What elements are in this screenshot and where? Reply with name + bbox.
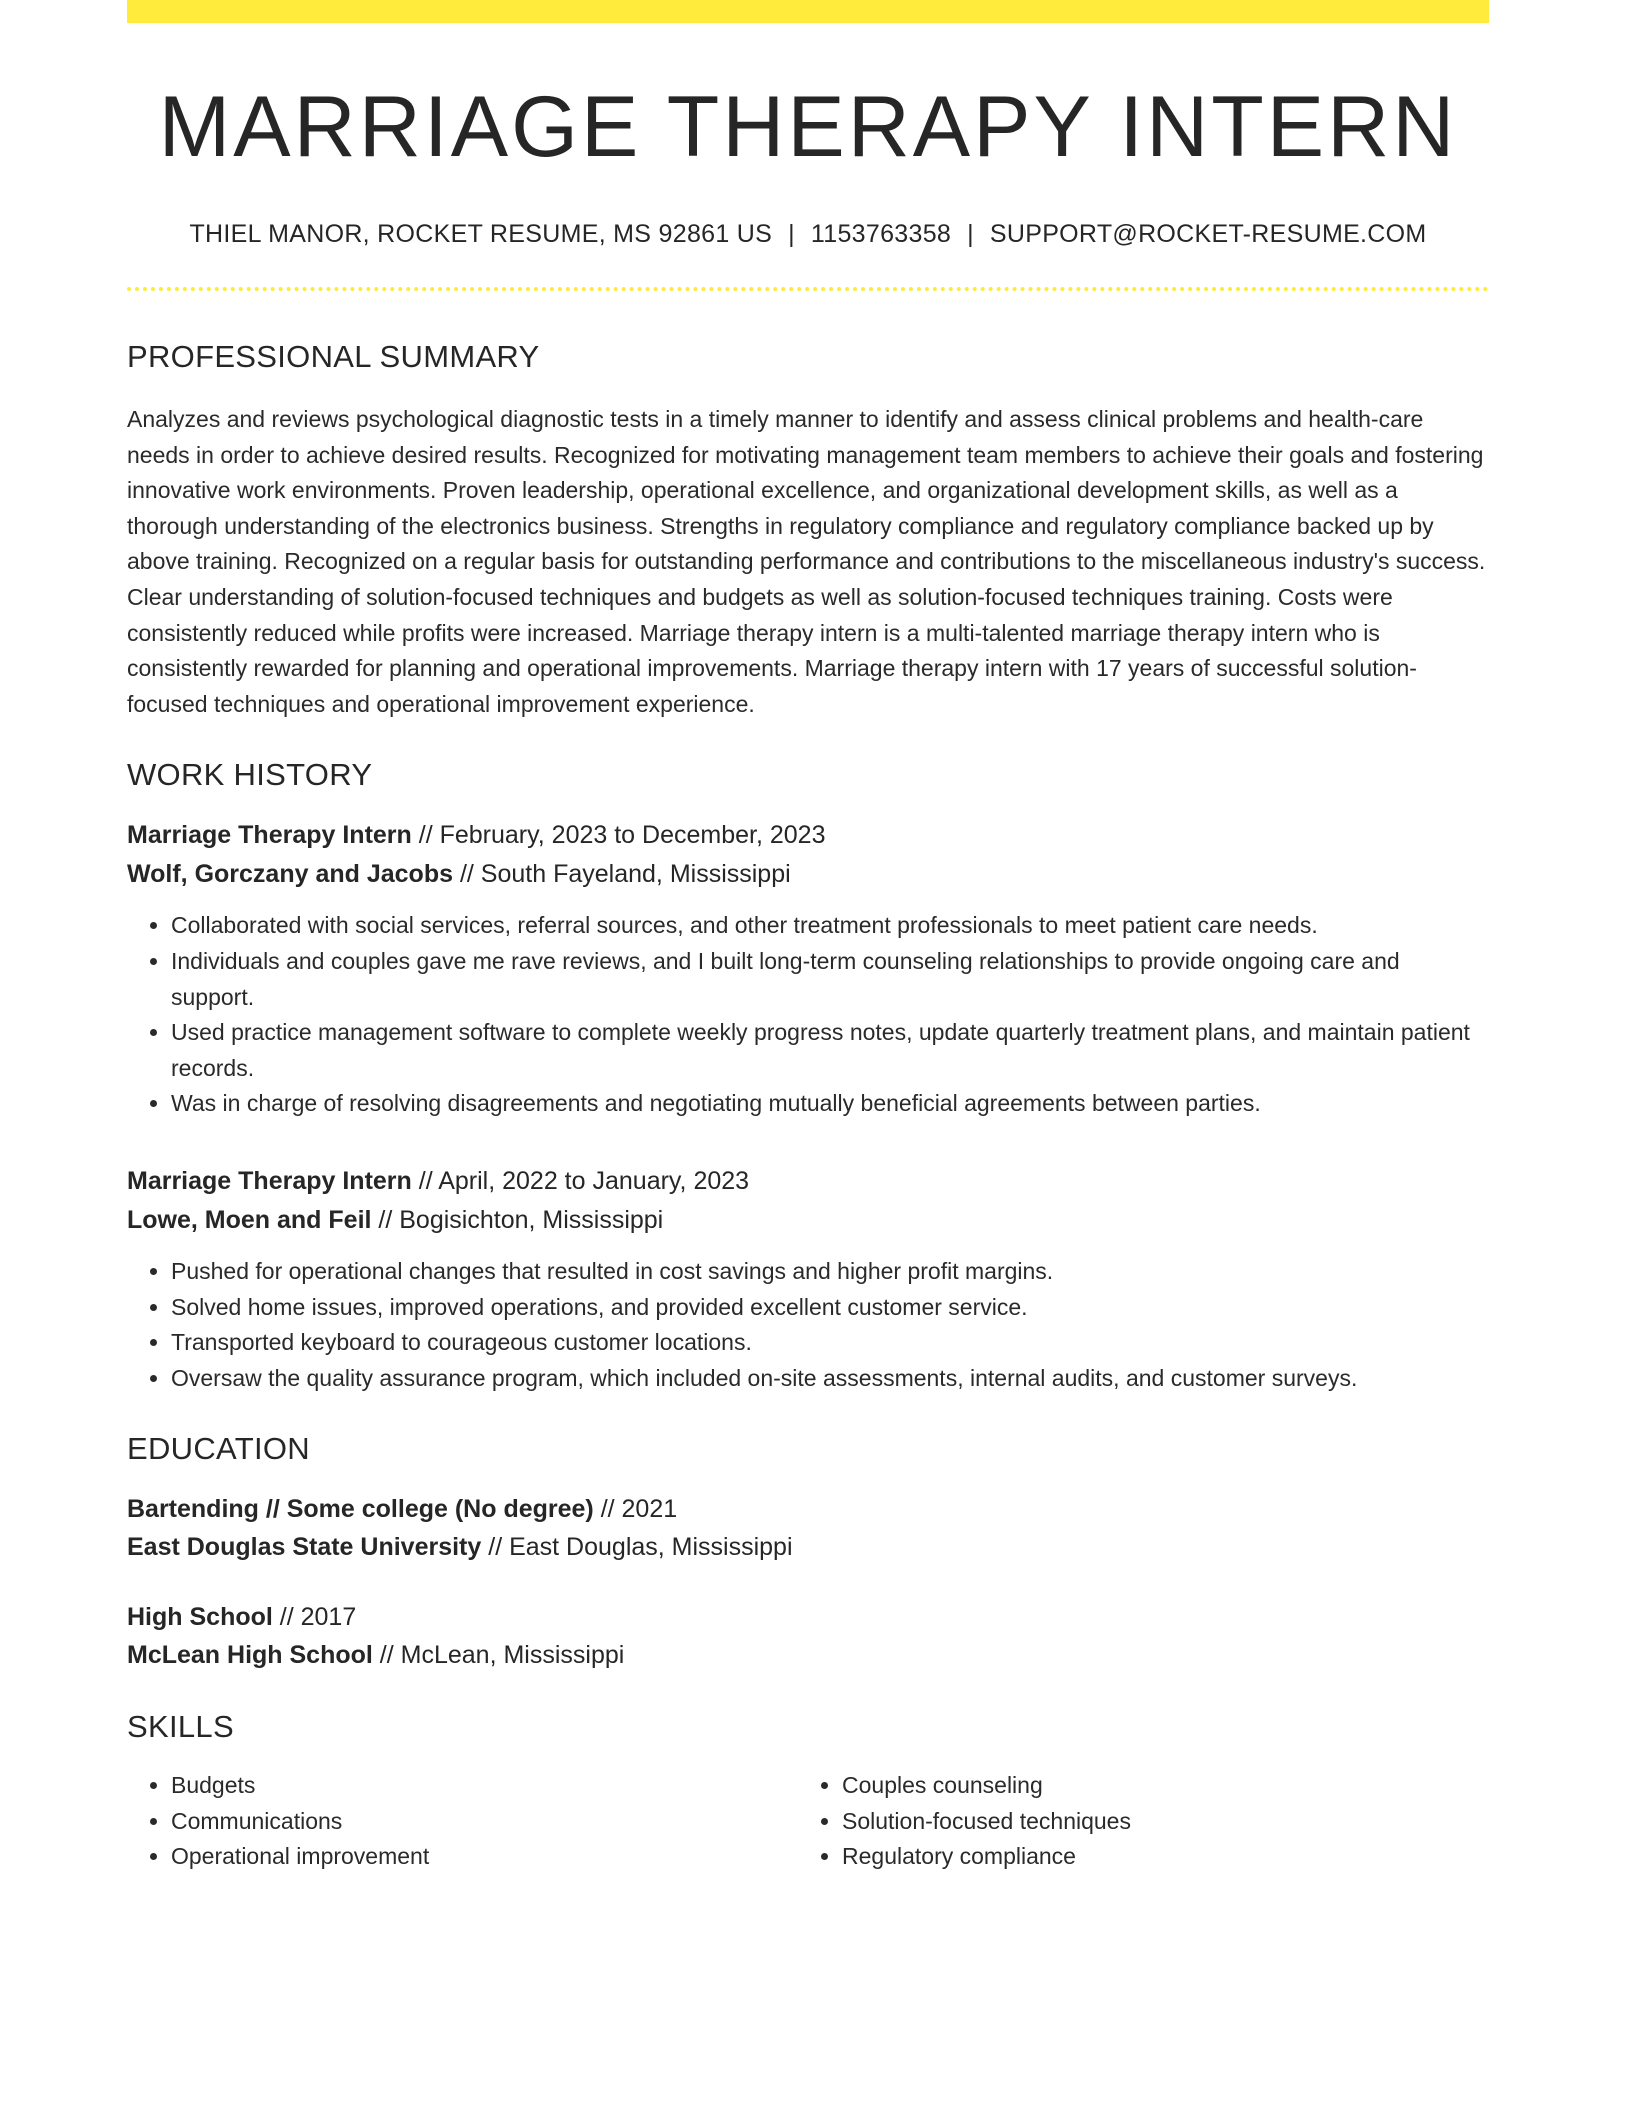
education-heading: EDUCATION [127,1431,310,1467]
job-bullet: • Collaborated with social services, referral sources, and other treatment professionals to meet patient care needs. [171,908,1489,944]
contact-phone: 1153763358 [810,220,952,248]
education-location: // McLean, Mississippi [372,1641,625,1670]
job-bullets [127,1254,1489,1396]
job-bullet: • Was in charge of resolving disagreements and negotiating mutually beneficial agreements between parties. [171,1086,1489,1122]
skill-item: • Operational improvement [171,1839,798,1875]
education-degree: High School [127,1603,273,1632]
education-school: East Douglas State University [127,1533,482,1562]
skill-item: • Regulatory compliance [842,1839,1482,1875]
contact-email: SUPPORT@ROCKET-RESUME.COM [989,220,1427,248]
job-bullet: • Solved home issues, improved operations, and provided excellent customer service. [171,1290,1489,1326]
job-role: Marriage Therapy Intern [127,821,412,850]
job-location: // Bogisichton, Mississippi [371,1205,664,1234]
skill-item: • Solution-focused techniques [842,1804,1482,1840]
contact-address: THIEL MANOR, ROCKET RESUME, MS 92861 US [189,220,773,248]
job-dates: // April, 2022 to January, 2023 [411,1166,750,1195]
summary-text: Analyzes and reviews psychological diagnostic tests in a timely manner to identify and assess clinical problems and health-care needs in order to achieve desired results. Recognized for motivating management team members to achieve their goals and fostering innovative work environments. Proven leadership, operational excellence, and organizational development skills, as well as a thorough understanding of the electronics business. Strengths in regulatory compliance and regulatory compliance backed up by above training. Recognized on a regular basis for outstanding performance and contributions to the miscellaneous industry's success. Clear understanding of solution-focused techniques and budgets as well as solution-focused techniques training. Costs were consistently reduced while profits were increased. Marriage therapy intern is a multi-talented marriage therapy intern who is consistently rewarded for planning and operational improvements. Marriage therapy intern with 17 years of successful solution-focused techniques and operational improvement experience. [127,406,1486,717]
contact-separator: | [967,220,974,248]
job-dates: // February, 2023 to December, 2023 [411,821,826,850]
job-bullet: • Pushed for operational changes that resulted in cost savings and higher profit margins. [171,1254,1489,1290]
education-entry [127,1598,1489,1674]
education-entry [127,1490,1489,1566]
skills-column-right [798,1768,1482,1875]
skills-heading: SKILLS [127,1709,234,1745]
job-role: Marriage Therapy Intern [127,1166,412,1195]
job-company: Wolf, Gorczany and Jacobs [127,860,454,889]
resume-name-title: MARRIAGE THERAPY INTERN [158,79,1458,175]
education-year: // 2017 [272,1603,357,1632]
education-degree-line [127,1598,1489,1636]
job-bullet: • Oversaw the quality assurance program, which included on-site assessments, internal audits, and customer surveys. [171,1361,1489,1397]
job-bullet: • Transported keyboard to courageous customer locations. [171,1325,1489,1361]
skills-column-left [127,1768,798,1875]
work-history-heading: WORK HISTORY [127,757,373,793]
job-company-line [127,855,1489,894]
education-school-line [127,1636,1489,1674]
job-company-line [127,1201,1489,1240]
summary-heading: PROFESSIONAL SUMMARY [127,339,540,374]
education-degree: Bartending // Some college (No degree) [127,1495,594,1524]
resume-page [127,0,1489,1875]
job-role-line [127,816,1489,855]
accent-top-bar [127,0,1489,23]
education-school-line [127,1528,1489,1566]
job-entry [127,816,1489,1122]
education-degree-line [127,1490,1489,1528]
contact-line [127,222,1489,247]
job-entry [127,1162,1489,1396]
skill-item: • Communications [171,1804,798,1840]
job-bullet: • Used practice management software to complete weekly progress notes, update quarterly treatment plans, and maintain patient records. [171,1015,1489,1086]
job-company: Lowe, Moen and Feil [127,1205,372,1234]
dotted-divider [127,287,1489,291]
job-role-line [127,1162,1489,1201]
skill-item: • Budgets [171,1768,798,1804]
education-school: McLean High School [127,1641,373,1670]
job-location: // South Fayeland, Mississippi [453,860,791,889]
skill-item: • Couples counseling [842,1768,1482,1804]
education-year: // 2021 [593,1495,678,1524]
job-bullet: • Individuals and couples gave me rave reviews, and I built long-term counseling relationships to provide ongoing care and support. [171,944,1489,1015]
education-location: // East Douglas, Mississippi [481,1533,793,1562]
job-bullets [127,908,1489,1122]
contact-separator: | [788,220,795,248]
skills-grid [127,1768,1489,1875]
